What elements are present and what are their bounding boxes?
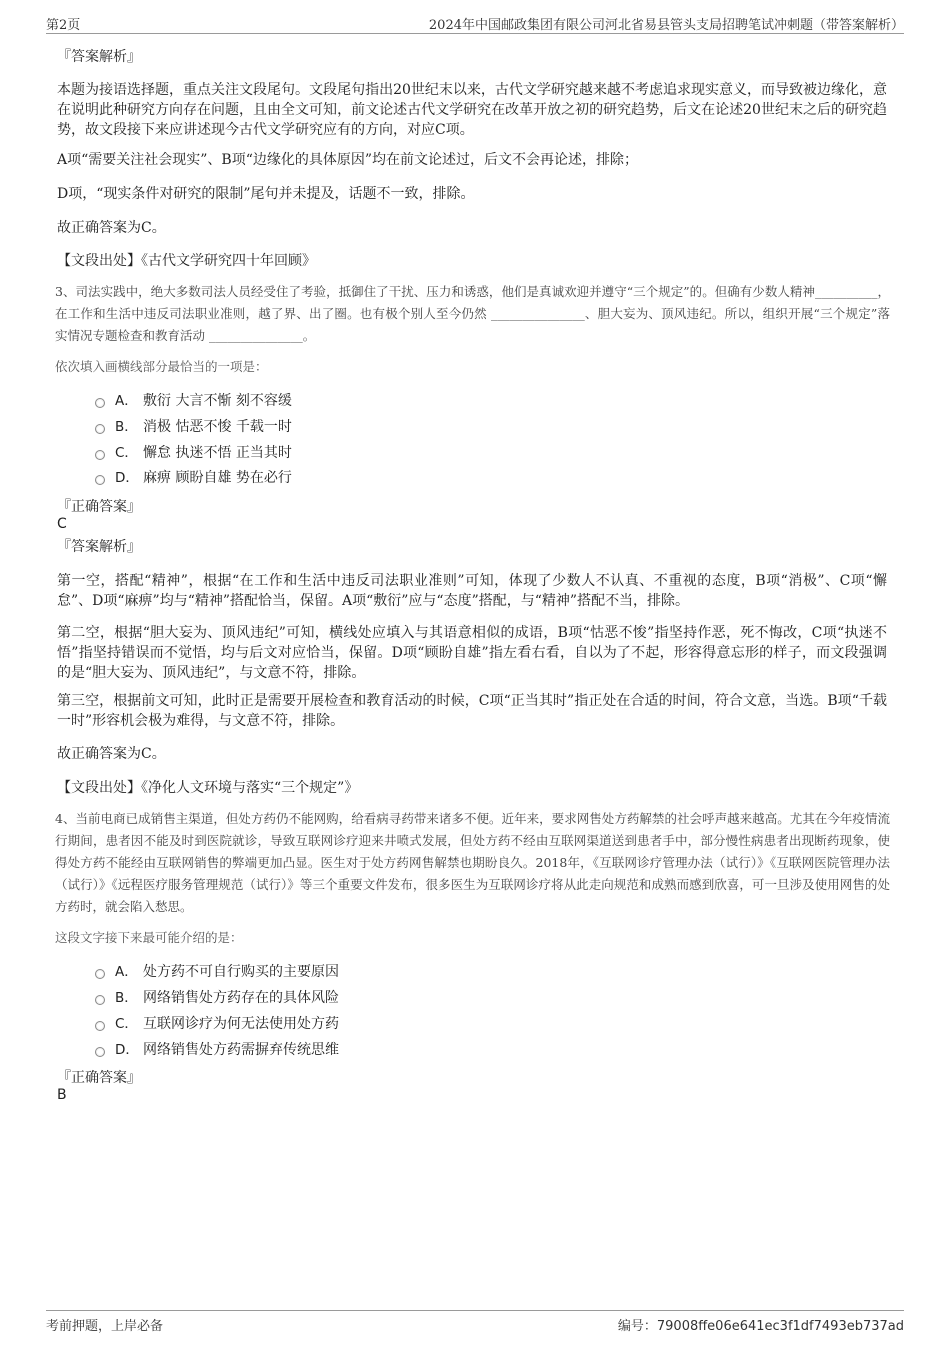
q4-answer-label: 『正确答案』 [57, 1070, 141, 1086]
q2-analysis-p1: 本题为接语选择题，重点关注文段尾句。文段尾句指出20世纪末以来，古代文学研究越来越不考虑追求现实意义，而导致被边缘化，意在说明此种研究方向存在问题，且由全文可知，前文论述古代文学研究在改革开放之初的研究趋势，后文在论述20世纪末之后的研究趋势，故文段接下来应讲述现今古代文学研究应有的方向，对应C项。 [57, 82, 887, 138]
code-value: 79008ffe06e641ec3f1df7493eb737ad [656, 1319, 904, 1334]
q2-analysis-p3: D项，“现实条件对研究的限制”尾句并未提及，话题不一致，排除。 [57, 186, 475, 202]
q4-option-d[interactable] [95, 1040, 339, 1060]
radio-icon[interactable] [95, 424, 105, 434]
q4-question: 这段文字接下来最可能介绍的是： [55, 930, 243, 945]
radio-icon[interactable] [95, 995, 105, 1005]
option-text: 网络销售处方药需摒弃传统思维 [143, 1042, 339, 1058]
option-text: 网络销售处方药存在的具体风险 [143, 990, 339, 1006]
page-footer [46, 1310, 904, 1334]
radio-icon[interactable] [95, 398, 105, 408]
option-letter: A． [115, 964, 138, 980]
code-label: 编号： [617, 1319, 657, 1334]
radio-icon[interactable] [95, 1047, 105, 1057]
q4-option-a[interactable] [95, 962, 339, 982]
radio-icon[interactable] [95, 969, 105, 979]
footer-slogan: 考前押题，上岸必备 [46, 1319, 164, 1334]
q3-analysis-label: 『答案解析』 [57, 539, 141, 555]
q3-source: 【文段出处】《净化人文环境与落实“三个规定”》 [57, 780, 359, 796]
q2-analysis-p4: 故正确答案为C。 [57, 220, 166, 236]
option-letter: B． [115, 990, 138, 1006]
q3-analysis-p4: 故正确答案为C。 [57, 746, 166, 762]
q4-stem: 4、当前电商已成销售主渠道，但处方药仍不能网购，给看病寻药带来诸多不便。近年来，要求网售处方药解禁的社会呼声越来越高。尤其在今年疫情流行期间，患者因不能及时到医院就诊，导致互联网诊疗迎来井喷式发展，但处方药不经由互联网渠道送到患者手中，部分慢性病患者出现断药现象，使得处方药不能经由互联网销售的弊端更加凸显。医生对于处方药网售解禁也期盼良久。2018年，《互联网诊疗管理办法（试行）》《互联网医院管理办法（试行）》《远程医疗服务管理规范（试行）》等三个重要文件发布，很多医生为互联网诊疗将从此走向规范和成熟而感到欣喜，可一旦涉及使用网售的处方药时，就会陷入愁思。 [55, 811, 890, 914]
radio-icon[interactable] [95, 475, 105, 485]
q3-option-d[interactable] [95, 468, 292, 488]
option-text: 麻痹 顾盼自雄 势在必行 [143, 470, 292, 486]
page-header [46, 12, 904, 34]
option-letter: B． [115, 419, 138, 435]
option-letter: A． [115, 393, 138, 409]
q2-analysis-label: 『答案解析』 [57, 49, 141, 65]
q4-answer: B [57, 1087, 67, 1103]
radio-icon[interactable] [95, 1021, 105, 1031]
option-text: 消极 怙恶不悛 千载一时 [143, 419, 292, 435]
option-letter: D． [115, 470, 139, 486]
q3-option-c[interactable] [95, 443, 292, 463]
option-letter: C． [115, 1016, 138, 1032]
q3-answer: C [57, 516, 67, 532]
option-text: 互联网诊疗为何无法使用处方药 [143, 1016, 339, 1032]
q3-stem: 3、司法实践中，绝大多数司法人员经受住了考验，抵御住了干扰、压力和诱惑，他们是真诚欢迎并遵守“三个规定”的。但确有少数人精神__________，在工作和生活中违反司法职业准则，越了界、出了圈。也有极个别人至今仍然 _______________、胆大妄为、顶风违纪。所以，组织开展“三个规定”落实情况专题检查和教育活动 _______________。 [55, 284, 890, 343]
option-letter: D． [115, 1042, 139, 1058]
q4-option-c[interactable] [95, 1014, 339, 1034]
option-letter: C． [115, 445, 138, 461]
q4-option-b[interactable] [95, 988, 339, 1008]
q3-analysis-p3: 第三空，根据前文可知，此时正是需要开展检查和教育活动的时候，C项“正当其时”指正处在合适的时间，符合文意，当选。B项“千载一时”形容机会极为难得，与文意不符，排除。 [57, 693, 887, 729]
option-text: 处方药不可自行购买的主要原因 [143, 964, 339, 980]
radio-icon[interactable] [95, 450, 105, 460]
q3-option-b[interactable] [95, 417, 292, 437]
document-code [618, 1315, 904, 1334]
q2-source: 【文段出处】《古代文学研究四十年回顾》 [57, 253, 316, 269]
option-text: 敷衍 大言不惭 刻不容缓 [143, 393, 292, 409]
q3-option-a[interactable] [95, 391, 292, 411]
q3-answer-label: 『正确答案』 [57, 499, 141, 515]
q3-analysis-p2: 第二空，根据“胆大妄为、顶风违纪”可知，横线处应填入与其语意相似的成语，B项“怙恶不悛”指坚持作恶，死不悔改，C项“执迷不悟”指坚持错误而不觉悟，均与后文对应恰当，保留。D项“顾盼自雄”指左看右看，自以为了不起，形容得意忘形的样子，而文段强调的是“胆大妄为、顶风违纪”，与文意不符，排除。 [57, 625, 887, 681]
q3-analysis-p1: 第一空，搭配“精神”，根据“在工作和生活中违反司法职业准则”可知，体现了少数人不认真、不重视的态度，B项“消极”、C项“懈怠”、D项“麻痹”均与“精神”搭配恰当，保留。A项“敷衍”应与“态度”搭配，与“精神”搭配不当，排除。 [57, 573, 887, 609]
q3-question: 依次填入画横线部分最恰当的一项是： [55, 359, 268, 374]
page-number: 第2页 [46, 18, 81, 33]
document-title: 2024年中国邮政集团有限公司河北省易县管头支局招聘笔试冲刺题（带答案解析） [428, 18, 904, 33]
option-text: 懈怠 执迷不悟 正当其时 [143, 445, 292, 461]
q2-analysis-p2: A项“需要关注社会现实”、B项“边缘化的具体原因”均在前文论述过，后文不会再论述，排除； [57, 152, 639, 168]
